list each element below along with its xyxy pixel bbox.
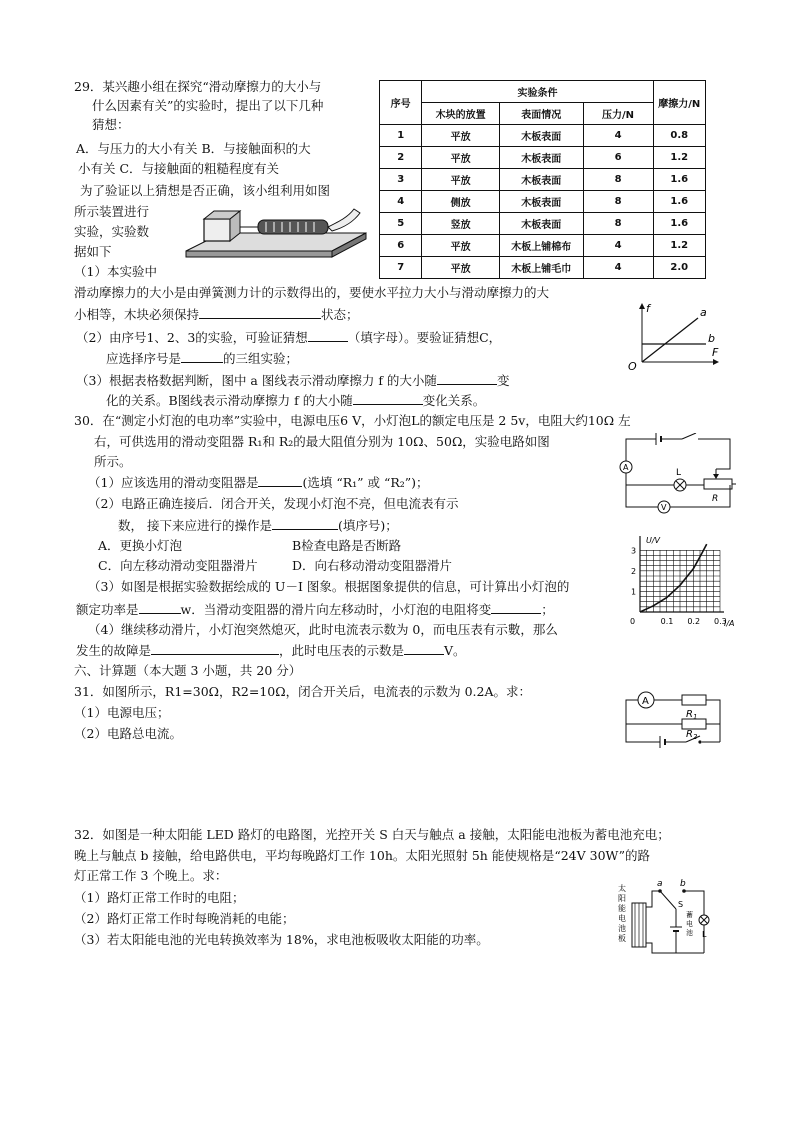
lamp-label: L bbox=[676, 468, 682, 478]
q29-p1c-text: 小相等，木块必须保持 bbox=[74, 307, 200, 322]
q31-r1-label: $R_1$ bbox=[686, 709, 698, 721]
q30-p1 bbox=[88, 474, 429, 491]
solar-panel-label: 太阳能电池板 bbox=[618, 884, 626, 943]
table-header-index: 序号 bbox=[380, 81, 422, 125]
q29-p2b bbox=[106, 350, 298, 367]
answer-blank[interactable] bbox=[181, 350, 223, 363]
q29-line4: A．与压力的大小有关 B．与接触面积的大 bbox=[76, 141, 311, 156]
table-cell-pressure: 8 bbox=[583, 169, 653, 191]
q32-p2: （2）路灯正常工作时每晚消耗的电能； bbox=[74, 911, 295, 926]
table-cell-surface: 木板上铺毛巾 bbox=[500, 257, 584, 279]
q30-line2: 右，可供选用的滑动变阻器 R₁和 R₂的最大阻值分别为 10Ω、50Ω，实验电路如图 bbox=[94, 434, 550, 449]
q30-p1-text: （1）应该选用的滑动变阻器是 bbox=[88, 475, 259, 490]
table-cell-surface: 木板表面 bbox=[500, 169, 584, 191]
answer-blank[interactable] bbox=[272, 517, 338, 530]
q30-p1-tail: (选填 “R₁” 或 “R₂”)； bbox=[302, 475, 429, 490]
lamp-circuit-diagram bbox=[612, 433, 742, 515]
q29-p2b-text: 应选择序号是 bbox=[106, 351, 182, 366]
q30-line3: 所示。 bbox=[94, 454, 132, 469]
table-row bbox=[380, 169, 706, 191]
q29-p3b bbox=[106, 392, 485, 409]
ui-graph bbox=[618, 530, 742, 632]
table-header-conditions: 实验条件 bbox=[422, 81, 653, 103]
q30-p3b bbox=[76, 601, 554, 618]
q32-line3: 灯正常工作 3 个晚上。求： bbox=[74, 868, 228, 883]
ammeter-symbol: A bbox=[623, 463, 629, 472]
answer-blank[interactable] bbox=[151, 642, 279, 655]
table-cell-index: 4 bbox=[380, 191, 422, 213]
table-cell-friction: 1.6 bbox=[653, 213, 705, 235]
answer-blank[interactable] bbox=[258, 474, 302, 487]
q29-p2a bbox=[76, 329, 501, 346]
q30-option-a: A．更换小灯泡 bbox=[98, 538, 183, 553]
y-tick-label: 3 bbox=[631, 546, 637, 556]
graph-y-label: f bbox=[646, 302, 650, 315]
table-header-surface: 表面情况 bbox=[500, 103, 584, 125]
q31-ammeter-symbol: A bbox=[642, 696, 649, 707]
answer-blank[interactable] bbox=[139, 601, 181, 614]
x-tick-label: 0.3 bbox=[714, 617, 727, 626]
q30-line1: 30．在“测定小灯泡的电功率”实验中，电源电压6 V，小灯泡L的额定电压是 2 5v，电阻大约10Ω 左 bbox=[74, 413, 631, 428]
q30-option-b: B检查电路是否断路 bbox=[292, 538, 402, 553]
section-6-heading: 六、计算题（本大题 3 小题，共 20 分） bbox=[74, 663, 302, 678]
friction-force-graph bbox=[624, 300, 724, 372]
x-tick-label: 0.2 bbox=[687, 617, 701, 626]
q29-line9: 据如下 bbox=[74, 244, 112, 259]
graph-label-a: a bbox=[700, 306, 707, 319]
q31-p1: （1）电源电压； bbox=[74, 705, 170, 720]
answer-blank[interactable] bbox=[437, 372, 497, 385]
table-cell-index: 6 bbox=[380, 235, 422, 257]
graph-label-b: b bbox=[708, 332, 715, 345]
line-a bbox=[642, 318, 698, 362]
q31-line1: 31．如图所示，R1=30Ω，R2=10Ω，闭合开关后，电流表的示数为 0.2A。求： bbox=[74, 684, 532, 699]
table-cell-friction: 1.6 bbox=[653, 191, 705, 213]
table-cell-placement: 平放 bbox=[422, 235, 500, 257]
table-cell-pressure: 8 bbox=[583, 191, 653, 213]
q29-p2a-text: （2）由序号1、2、3的实验，可验证猜想 bbox=[76, 330, 308, 345]
table-cell-friction: 1.2 bbox=[653, 147, 705, 169]
q29-line3: 猜想： bbox=[92, 117, 130, 132]
table-cell-pressure: 8 bbox=[583, 213, 653, 235]
q29-p3a bbox=[76, 372, 509, 389]
y-tick-label: 2 bbox=[631, 566, 637, 576]
q30-p3b-text: 额定功率是 bbox=[76, 602, 139, 617]
q30-p3b-mid: w．当滑动变阻器的滑片向左移动时，小灯泡的电阻将变 bbox=[180, 602, 492, 617]
lamp-label-l: L bbox=[702, 930, 707, 939]
table-cell-placement: 平放 bbox=[422, 257, 500, 279]
table-cell-pressure: 4 bbox=[583, 235, 653, 257]
q31-p2: （2）电路总电流。 bbox=[74, 726, 182, 741]
solar-light-diagram bbox=[612, 877, 722, 961]
q31-circuit-diagram bbox=[616, 684, 728, 748]
table-cell-surface: 木板表面 bbox=[500, 191, 584, 213]
table-row bbox=[380, 125, 706, 147]
q30-p2b-text: 数， 接下来应进行的操作是 bbox=[118, 518, 272, 533]
q29-p3b-tail: 变化关系。 bbox=[422, 393, 486, 408]
q30-p2a: （2）电路正确连接后．闭合开关，发现小灯泡不亮，但电流表有示 bbox=[88, 496, 459, 511]
table-row bbox=[380, 191, 706, 213]
contact-b-label: b bbox=[680, 879, 686, 889]
experiment-table bbox=[379, 80, 706, 279]
ui-y-label: U/V bbox=[646, 536, 661, 545]
table-cell-index: 7 bbox=[380, 257, 422, 279]
table-cell-friction: 1.6 bbox=[653, 169, 705, 191]
q29-line2: 什么因素有关”的实验时，提出了以下几种 bbox=[92, 98, 324, 113]
table-cell-pressure: 6 bbox=[583, 147, 653, 169]
answer-blank[interactable] bbox=[199, 306, 321, 319]
table-cell-pressure: 4 bbox=[583, 257, 653, 279]
q30-p4b-tail: V。 bbox=[444, 643, 466, 658]
table-cell-index: 3 bbox=[380, 169, 422, 191]
q29-p2a-tail: （填字母）。要验证猜想C， bbox=[347, 330, 502, 345]
table-cell-placement: 平放 bbox=[422, 147, 500, 169]
table-cell-placement: 侧放 bbox=[422, 191, 500, 213]
table-cell-friction: 2.0 bbox=[653, 257, 705, 279]
answer-blank[interactable] bbox=[491, 601, 541, 614]
q30-p2b bbox=[118, 517, 398, 534]
q30-p3a: （3）如图是根据实验数据绘成的 U－I 图象。根据图象提供的信息，可计算出小灯泡的 bbox=[88, 579, 570, 594]
table-cell-index: 5 bbox=[380, 213, 422, 235]
q29-p3a-tail: 变 bbox=[496, 373, 510, 388]
q32-p3: （3）若太阳能电池的光电转换效率为 18%，求电池板吸收太阳能的功率。 bbox=[74, 932, 489, 947]
table-header-friction: 摩擦力/N bbox=[653, 81, 705, 125]
y-tick-label: 1 bbox=[631, 587, 637, 597]
table-header-placement: 木块的放置 bbox=[422, 103, 500, 125]
q30-option-c: C．向左移动滑动变阻器滑片 bbox=[98, 558, 258, 573]
q29-p1c-tail: 状态； bbox=[321, 307, 359, 322]
table-cell-surface: 木板表面 bbox=[500, 125, 584, 147]
contact-a-label: a bbox=[657, 879, 663, 889]
q30-p2b-tail: (填序号)； bbox=[337, 518, 398, 533]
q32-p1: （1）路灯正常工作时的电阻； bbox=[74, 890, 245, 905]
q30-option-d: D．向右移动滑动变阻器滑片 bbox=[292, 558, 453, 573]
table-row bbox=[380, 213, 706, 235]
table-cell-placement: 平放 bbox=[422, 169, 500, 191]
graph-origin: O bbox=[628, 360, 637, 372]
q29-line8: 实验，实验数 bbox=[74, 224, 150, 239]
answer-blank[interactable] bbox=[308, 329, 348, 342]
ui-x-label: I/A bbox=[724, 619, 735, 628]
friction-apparatus-figure bbox=[182, 203, 368, 265]
battery-label: 蓄电池 bbox=[686, 911, 693, 937]
table-header-pressure: 压力/N bbox=[583, 103, 653, 125]
switch-label: S bbox=[678, 900, 684, 909]
q29-p3a-text: （3）根据表格数据判断，图中 a 图线表示滑动摩擦力 f 的大小随 bbox=[76, 373, 437, 388]
q29-p1a: （1）本实验中 bbox=[74, 264, 157, 279]
table-row bbox=[380, 257, 706, 279]
table-cell-placement: 竖放 bbox=[422, 213, 500, 235]
q29-line6: 为了验证以上猜想是否正确，该小组利用如图 bbox=[80, 183, 331, 198]
q32-line1: 32．如图是一种太阳能 LED 路灯的电路图，光控开关 S 白天与触点 a 接触，太阳能电池板为蓄电池充电； bbox=[74, 827, 670, 842]
table-cell-surface: 木板上铺棉布 bbox=[500, 235, 584, 257]
q30-p4b bbox=[76, 642, 466, 659]
q30-p3b-tail: ； bbox=[541, 602, 554, 617]
table-row bbox=[380, 147, 706, 169]
q29-line5: 小有关 C．与接触面的粗糙程度有关 bbox=[78, 161, 280, 176]
q29-p2b-tail: 的三组实验； bbox=[223, 351, 299, 366]
table-cell-friction: 1.2 bbox=[653, 235, 705, 257]
voltmeter-symbol: V bbox=[661, 503, 667, 512]
table-cell-index: 2 bbox=[380, 147, 422, 169]
q29-p3b-text: 化的关系。B图线表示滑动摩擦力 f 的大小随 bbox=[106, 393, 353, 408]
table-cell-pressure: 4 bbox=[583, 125, 653, 147]
q31-r2-label: $R_2$ bbox=[686, 729, 698, 741]
x-tick-label: 0 bbox=[630, 617, 636, 626]
table-cell-friction: 0.8 bbox=[653, 125, 705, 147]
table-row bbox=[380, 235, 706, 257]
answer-blank[interactable] bbox=[353, 392, 423, 405]
table-cell-surface: 木板表面 bbox=[500, 147, 584, 169]
rheostat-label: R bbox=[712, 494, 719, 504]
table-cell-placement: 平放 bbox=[422, 125, 500, 147]
q29-p1b: 滑动摩擦力的大小是由弹簧测力计的示数得出的，要使水平拉力大小与滑动摩擦力的大 bbox=[74, 285, 550, 300]
q30-p4b-mid: ，此时电压表的示数是 bbox=[279, 643, 405, 658]
table-cell-index: 1 bbox=[380, 125, 422, 147]
answer-blank[interactable] bbox=[404, 642, 444, 655]
q30-p4b-text: 发生的故障是 bbox=[76, 643, 152, 658]
graph-x-label: F bbox=[712, 346, 719, 359]
q30-p4a: （4）继续移动滑片，小灯泡突然熄灭，此时电流表示数为 0，而电压表有示數，那么 bbox=[88, 622, 558, 637]
q32-line2: 晚上与触点 b 接触，给电路供电，平均每晚路灯工作 10h。太阳光照射 5h 能使规格是“24V 30W”的路 bbox=[74, 848, 651, 863]
q29-line7: 所示装置进行 bbox=[74, 204, 150, 219]
x-tick-label: 0.1 bbox=[660, 617, 674, 626]
table-cell-surface: 木板表面 bbox=[500, 213, 584, 235]
q29-p1c bbox=[74, 306, 359, 323]
q29-line1: 29．某兴趣小组在探究“滑动摩擦力的大小与 bbox=[74, 79, 322, 94]
